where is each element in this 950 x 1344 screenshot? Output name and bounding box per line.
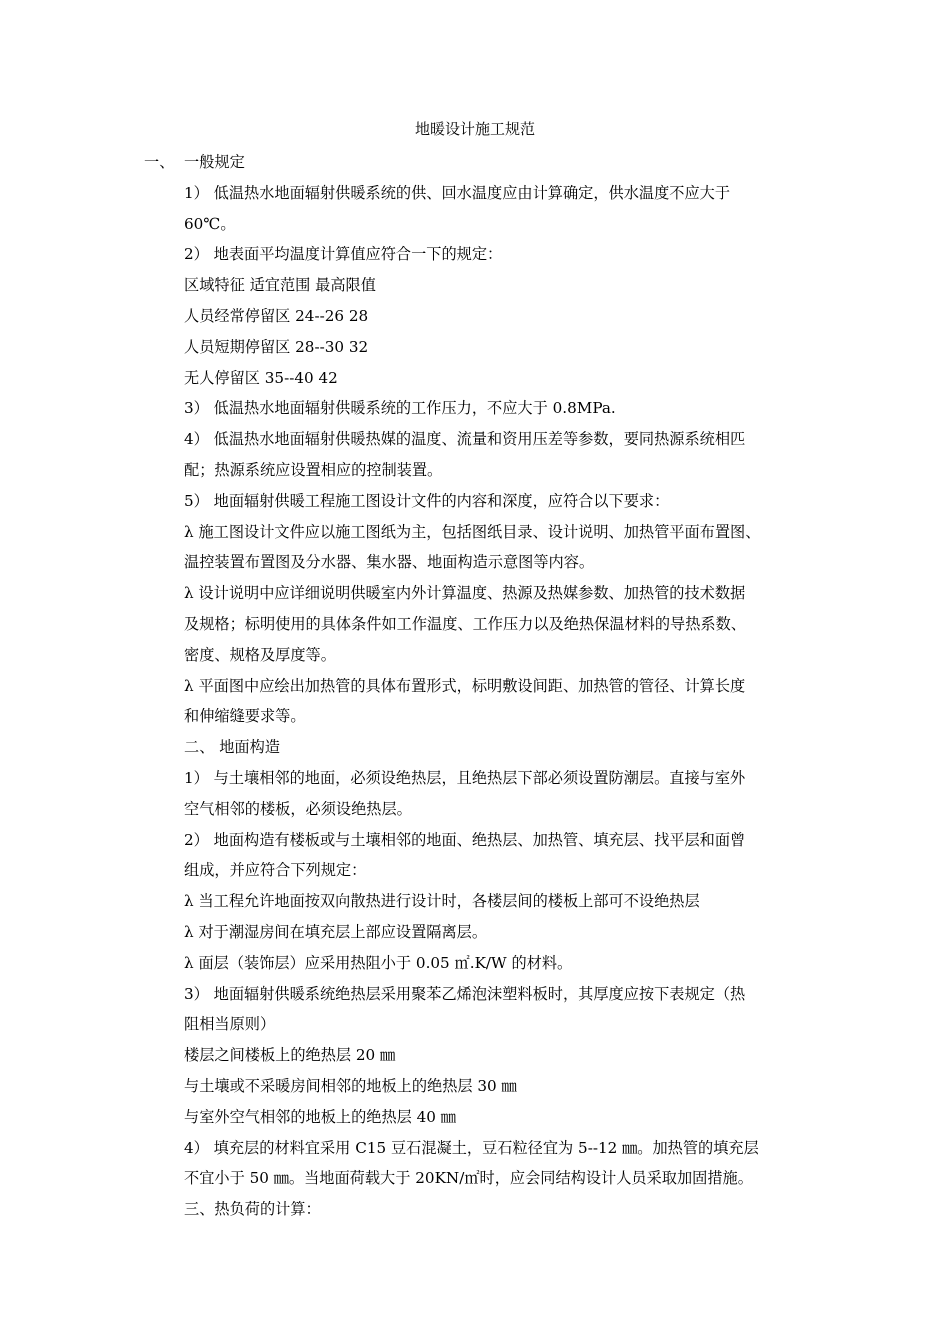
paragraph-line: 4） 低温热水地面辐射供暖热媒的温度、流量和资用压差等参数，要同热源系统相匹 xyxy=(184,430,746,449)
paragraph-line: 3） 地面辐射供暖系统绝热层采用聚苯乙烯泡沫塑料板时，其厚度应按下表规定（热 xyxy=(184,984,746,1003)
paragraph-line: 人员短期停留区 28--30 32 xyxy=(184,337,369,356)
paragraph-line: 配；热源系统应设置相应的控制装置。 xyxy=(184,460,443,479)
paragraph-line: 空气相邻的楼板，必须设绝热层。 xyxy=(184,799,412,818)
paragraph-line: λ 当工程允许地面按双向散热进行设计时，各楼层间的楼板上部可不设绝热层 xyxy=(184,892,700,911)
paragraph-line: 无人停留区 35--40 42 xyxy=(184,368,338,387)
paragraph-line: λ 施工图设计文件应以施工图纸为主，包括图纸目录、设计说明、加热管平面布置图、 xyxy=(184,522,761,541)
paragraph-line: 1） 低温热水地面辐射供暖系统的供、回水温度应由计算确定，供水温度不应大于 xyxy=(184,183,731,202)
section-2-heading: 二、 地面构造 xyxy=(184,738,280,757)
paragraph-line: 60℃。 xyxy=(184,214,236,233)
paragraph-line: 组成，并应符合下列规定： xyxy=(184,861,367,880)
paragraph-line: 1） 与土壤相邻的地面，必须设绝热层，且绝热层下部必须设置防潮层。直接与室外 xyxy=(184,768,746,787)
paragraph-line: 与土壤或不采暖房间相邻的地板上的绝热层 30 ㎜ xyxy=(184,1076,517,1095)
paragraph-line: λ 平面图中应绘出加热管的具体布置形式，标明敷设间距、加热管的管径、计算长度 xyxy=(184,676,746,695)
paragraph-line: λ 面层（装饰层）应采用热阻小于 0.05 ㎡.K/W 的材料。 xyxy=(184,953,573,972)
section-1-heading xyxy=(144,147,810,178)
paragraph-line: 与室外空气相邻的地板上的绝热层 40 ㎜ xyxy=(184,1107,456,1126)
paragraph-line: 2） 地表面平均温度计算值应符合一下的规定： xyxy=(184,245,503,264)
paragraph-line: 4） 填充层的材料宜采用 C15 豆石混凝土，豆石粒径宜为 5--12 ㎜。加热管的填充层 xyxy=(184,1138,759,1157)
paragraph-line: 5） 地面辐射供暖工程施工图设计文件的内容和深度，应符合以下要求： xyxy=(184,491,670,510)
paragraph-line: 和伸缩缝要求等。 xyxy=(184,707,306,726)
paragraph-line: λ 设计说明中应详细说明供暖室内外计算温度、热源及热媒参数、加热管的技术数据 xyxy=(184,584,746,603)
document-body xyxy=(144,147,810,1225)
paragraph-line: 人员经常停留区 24--26 28 xyxy=(184,306,369,325)
paragraph-line: λ 对于潮湿房间在填充层上部应设置隔离层。 xyxy=(184,922,488,941)
paragraph-line: 及规格；标明使用的具体条件如工作温度、工作压力以及绝热保温材料的导热系数、 xyxy=(184,614,746,633)
paragraph-line: 区域特征 适宜范围 最高限值 xyxy=(184,276,376,295)
section-1-number: 一、 xyxy=(144,153,175,171)
section-3-heading: 三、热负荷的计算： xyxy=(184,1200,321,1219)
paragraph-line: 密度、规格及厚度等。 xyxy=(184,645,336,664)
section-1-title: 一般规定 xyxy=(184,153,245,171)
paragraph-line: 温控装置布置图及分水器、集水器、地面构造示意图等内容。 xyxy=(184,553,595,572)
paragraph-line: 2） 地面构造有楼板或与土壤相邻的地面、绝热层、加热管、填充层、找平层和面曾 xyxy=(184,830,746,849)
paragraph-line: 不宜小于 50 ㎜。当地面荷载大于 20KN/㎡时，应会同结构设计人员采取加固措施。 xyxy=(184,1169,753,1188)
paragraph-line: 楼层之间楼板上的绝热层 20 ㎜ xyxy=(184,1046,396,1065)
paragraph-line: 3） 低温热水地面辐射供暖系统的工作压力，不应大于 0.8MPa. xyxy=(184,399,616,418)
document-title: 地暖设计施工规范 xyxy=(414,120,535,138)
paragraph-line: 阻相当原则） xyxy=(184,1015,276,1034)
